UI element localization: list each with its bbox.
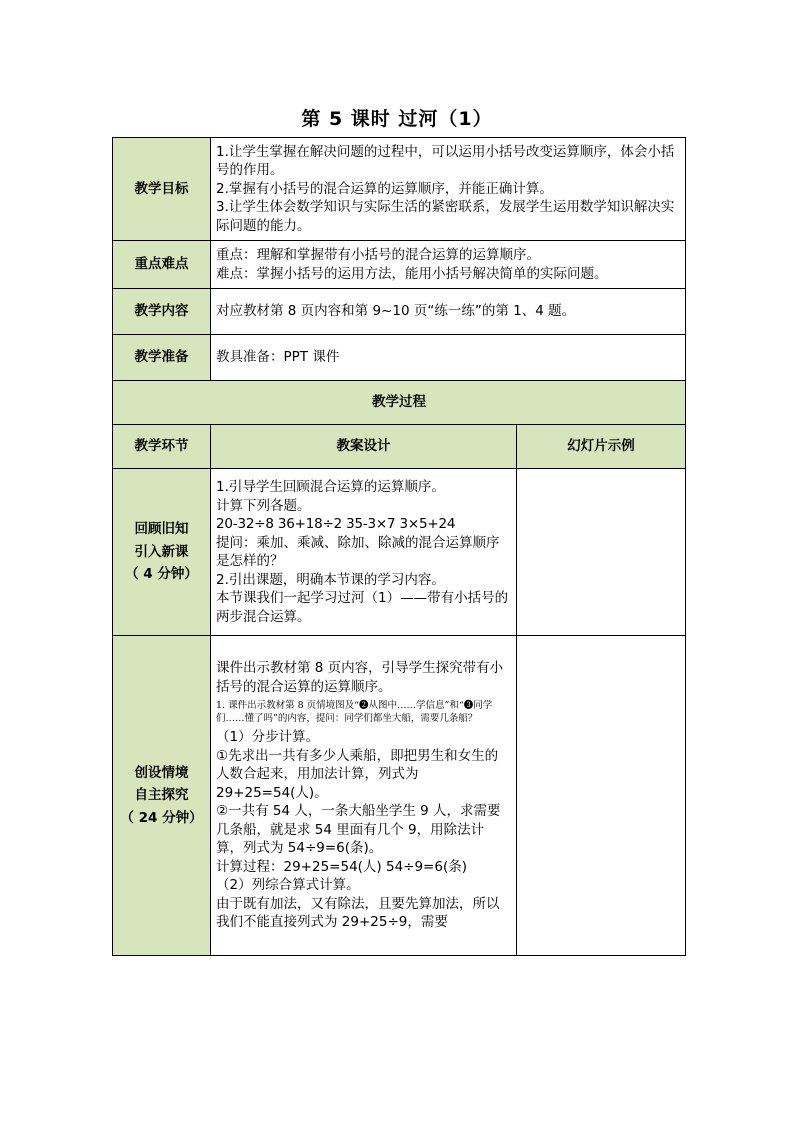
textbook-note: 1. 课件出示教材第 8 页情境图及“❷从图中……学信息”和“❸同学们……懂了吗”的内容，提问：同学们都坐大船，需要几条船？ xyxy=(216,700,493,725)
stage2-label-line: 自主探究 xyxy=(134,787,189,804)
design-line: （1）分步计算。 xyxy=(216,729,320,746)
design-line: 1.引导学生回顾混合运算的运算顺序。 xyxy=(216,479,445,495)
column-design: 教案设计 xyxy=(211,425,517,469)
goal-line: 2.掌握有小括号的混合运算的运算顺序，并能正确计算。 xyxy=(216,180,553,197)
stage2-label-line: 创设情境 xyxy=(134,764,189,781)
design-line: 由于既有加法，又有除法，且要先算加法，所以我们不能直接列式为 29+25÷9，需要 xyxy=(216,895,500,931)
goal-line: 3.让学生体会数学知识与实际生活的紧密联系，发展学生运用数学知识解决实际问题的能力。 xyxy=(216,199,675,234)
design-line: 提问：乘加、乘减、除加、除减的混合运算顺序是怎样的？ xyxy=(216,534,500,569)
design-line: （2）列综合算式计算。 xyxy=(216,877,360,894)
prep-label: 教学准备 xyxy=(113,335,211,381)
stage2-label xyxy=(113,636,211,956)
stage1-row xyxy=(113,469,686,636)
prep-text: 教具准备：PPT 课件 xyxy=(211,335,686,381)
stage2-design xyxy=(211,636,517,956)
design-line: ②一共有 54 人，一条大船坐学生 9 人，求需要几条船，就是求 54 里面有几个 9，用除法计算，列式为 54÷9=6(条)。 xyxy=(216,803,501,857)
content-row xyxy=(113,289,686,335)
stage1-label-line: 回顾旧知 xyxy=(134,521,189,538)
calculation-line: 计算过程：29+25=54(人) 54÷9=6(条) xyxy=(216,858,467,875)
design-line: 本节课我们一起学习过河（1）——带有小括号的两步混合运算。 xyxy=(216,590,509,625)
process-header-row xyxy=(113,381,686,425)
stage1-label-line: 引入新课 xyxy=(134,543,189,560)
stage1-duration: （ 4 分钟） xyxy=(125,566,198,583)
stage2-row xyxy=(113,636,686,956)
design-line: 2.引出课题，明确本节课的学习内容。 xyxy=(216,571,445,588)
stage2-duration: （ 24 分钟） xyxy=(120,809,203,826)
goal-line: 1.让学生掌握在解决问题的过程中，可以运用小括号改变运算顺序，体会小括号的作用。 xyxy=(216,143,675,179)
stage2-slide-cell xyxy=(517,636,686,956)
key-points-row xyxy=(113,241,686,289)
goals-content xyxy=(211,138,686,241)
process-header: 教学过程 xyxy=(113,381,686,425)
design-line: 计算下列各题。 xyxy=(216,497,311,514)
key-points-content xyxy=(211,241,686,289)
stage1-design xyxy=(211,469,517,636)
exercise-line: 20-32÷8 36+18÷2 35-3×7 3×5+24 xyxy=(216,516,456,532)
design-line: ①先求出一共有多少人乘船，即把男生和女生的人数合起来，用加法计算，列式为 29+25=54(人)。 xyxy=(216,747,499,801)
columns-header-row xyxy=(113,425,686,469)
key-points-label: 重点难点 xyxy=(113,241,211,289)
difficulty-line: 难点：掌握小括号的运用方法，能用小括号解决简单的实际问题。 xyxy=(216,265,608,282)
column-slides: 幻灯片示例 xyxy=(517,425,686,469)
key-point-line: 重点：理解和掌握带有小括号的混合运算的运算顺序。 xyxy=(216,247,540,263)
stage1-label xyxy=(113,469,211,636)
goals-label: 教学目标 xyxy=(113,138,211,241)
design-line: 课件出示教材第 8 页内容，引导学生探究带有小括号的混合运算的运算顺序。 xyxy=(216,660,504,695)
column-stage: 教学环节 xyxy=(113,425,211,469)
stage1-slide-cell xyxy=(517,469,686,636)
lesson-plan-table xyxy=(112,137,686,956)
content-label: 教学内容 xyxy=(113,289,211,335)
page-title: 第 5 课时 过河（1） xyxy=(301,108,493,130)
content-text: 对应教材第 8 页内容和第 9~10 页“练一练”的第 1、4 题。 xyxy=(211,289,686,335)
goals-row xyxy=(113,138,686,241)
prep-row xyxy=(113,335,686,381)
